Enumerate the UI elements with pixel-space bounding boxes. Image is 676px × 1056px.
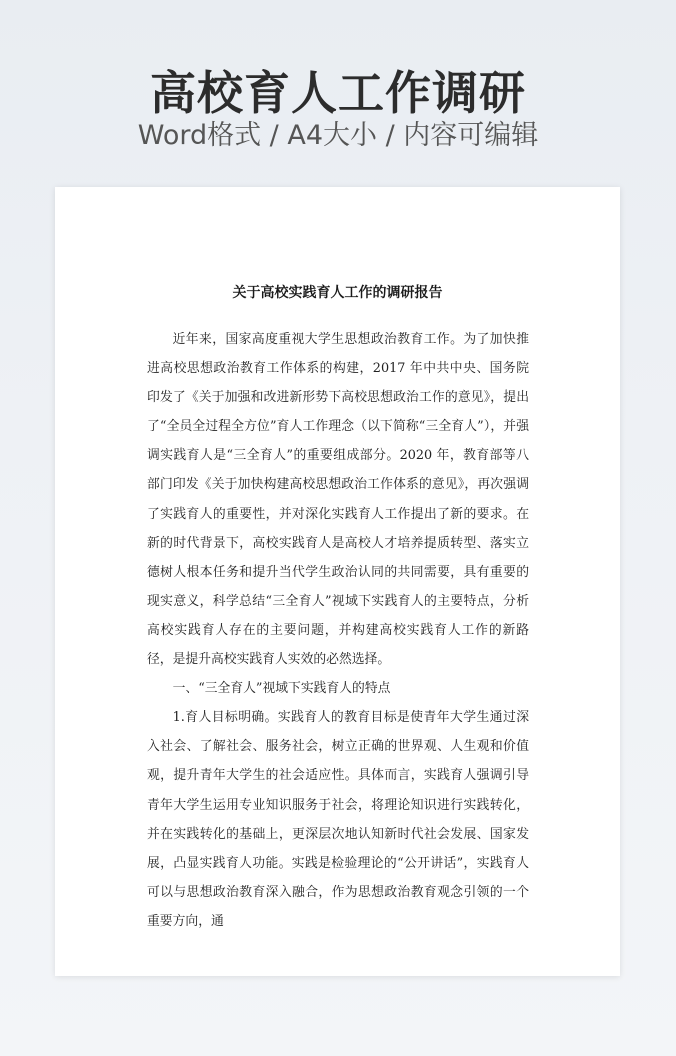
- banner: [0, 0, 676, 186]
- section-heading: 一、“三全育人”视域下实践育人的特点: [172, 681, 391, 697]
- document-page: [55, 187, 620, 976]
- paragraph-intro: 近年来，国家高度重视大学生思想政治教育工作。为了加快推进高校思想政治教育工作体系的构建，2017 年中共中央、国务院印发了《关于加强和改进新形势下高校思想政治工作的意见》，提出了“全员全过程全方位”育人工作理念（以下简称“三全育人”），并强调实践育人是“三全育人”的重要组成部分。2020 年，教育部等八部门印发《关于加快构建高校思想政治工作体系的意见》，再次强调了实践育人的重要性，并对深化实践育人工作提出了新的要求。在新的时代背景下，高校实践育人是高校人才培养提质转型、落实立德树人根本任务和提升当代学生政治认同的共同需要，具有重要的现实意义，科学总结“三全育人”视域下实践育人的主要特点，分析高校实践育人存在的主要问题，并构建高校实践育人工作的新路径，是提升高校实践育人实效的必然选择。: [147, 332, 529, 668]
- banner-title: 高校育人工作调研: [150, 66, 526, 120]
- paragraph-point-1: 1.育人目标明确。实践育人的教育目标是使青年大学生通过深入社会、了解社会、服务社会，树立正确的世界观、人生观和价值观，提升青年大学生的社会适应性。具体而言，实践育人强调引导青年大学生运用专业知识服务于社会，将理论知识进行实践转化，并在实践转化的基础上，更深层次地认知新时代社会发展、国家发展，凸显实践育人功能。实践是检验理论的“公开讲话”，实践育人可以与思想政治教育深入融合，作为思想政治教育观念引领的一个重要方向，通: [147, 710, 529, 929]
- document-body: [147, 325, 529, 936]
- banner-subtitle: Word格式 / A4大小 / 内容可编辑: [137, 120, 539, 151]
- document-title: 关于高校实践育人工作的调研报告: [232, 285, 443, 301]
